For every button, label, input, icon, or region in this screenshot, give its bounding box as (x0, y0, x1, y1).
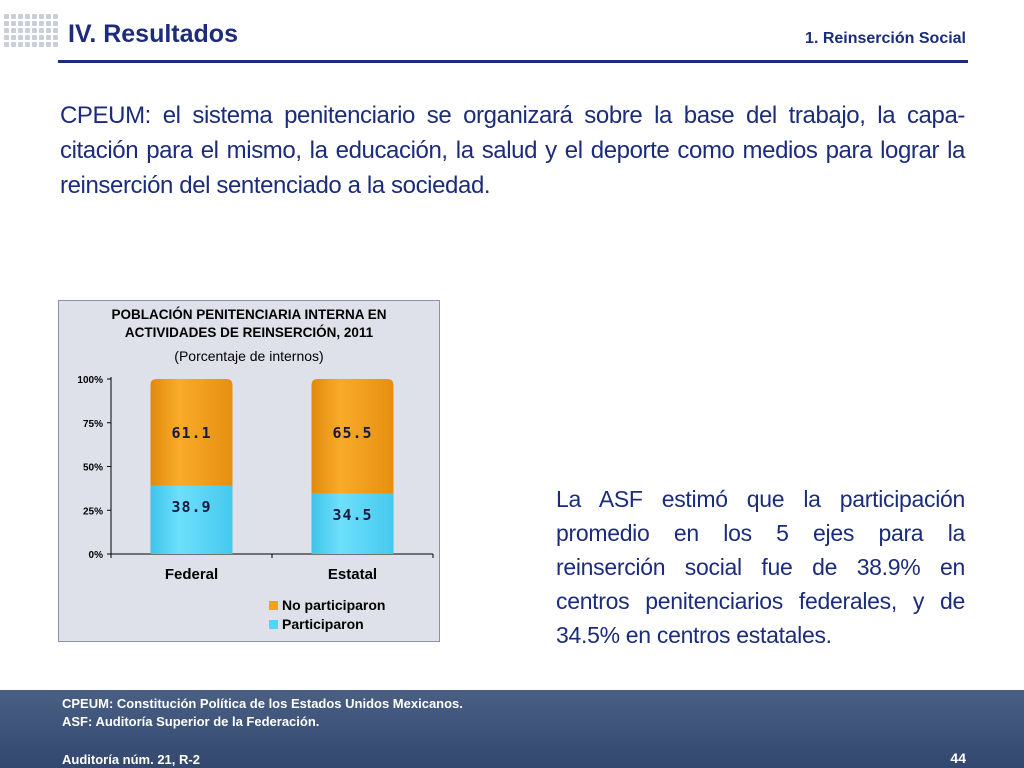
grid-dot (39, 21, 44, 26)
y-tick-label: 50% (82, 462, 103, 474)
grid-dot (18, 35, 23, 40)
footer-definition-cpeum: CPEUM: Constitución Política de los Estados Unidos Mexicanos. (62, 696, 463, 711)
bar-data-label: 34.5 (332, 505, 373, 524)
grid-dot (18, 28, 23, 33)
grid-dot (11, 35, 16, 40)
legend-label: No participaron (282, 597, 386, 613)
grid-dot (39, 14, 44, 19)
grid-dot (11, 42, 16, 47)
grid-dot (25, 14, 30, 19)
legend-item (269, 597, 385, 613)
chart-title-line-2: ACTIVIDADES DE REINSERCIÓN, 2011 (124, 325, 374, 340)
grid-dot (25, 42, 30, 47)
grid-dot (4, 35, 9, 40)
footer-definition-asf: ASF: Auditoría Superior de la Federación. (62, 714, 320, 729)
y-tick-label: 25% (82, 506, 103, 518)
grid-dot (32, 14, 37, 19)
bar-data-label: 38.9 (171, 497, 212, 516)
grid-dot (25, 21, 30, 26)
y-tick-label: 0% (88, 550, 103, 561)
grid-dot (46, 14, 51, 19)
chart-title-line-1: POBLACIÓN PENITENCIARIA INTERNA EN (111, 307, 387, 322)
grid-dot (25, 28, 30, 33)
grid-dot (46, 21, 51, 26)
bar-segment-participaron (151, 486, 233, 554)
grid-dot (46, 28, 51, 33)
grid-dot (39, 42, 44, 47)
grid-dot (53, 35, 58, 40)
grid-dot (4, 14, 9, 19)
bar-data-label: 61.1 (171, 424, 212, 442)
chart-panel (58, 300, 440, 642)
x-category-label: Estatal (327, 566, 378, 583)
grid-dot (32, 28, 37, 33)
y-tick-label: 75% (82, 418, 103, 430)
intro-paragraph: CPEUM: el sistema penitenciario se organizará sobre la base del trabajo, la capa-citación para el mismo, la educación, la salud y el deporte como medios para lograr la reinserción del sentenciado a la sociedad. (60, 102, 965, 199)
legend-swatch (269, 620, 278, 629)
grid-dot (4, 42, 9, 47)
grid-dot (4, 28, 9, 33)
legend-item (269, 616, 364, 632)
y-tick-label: 100% (77, 375, 103, 386)
page-number: 44 (950, 750, 966, 766)
grid-dot (53, 21, 58, 26)
decorative-dot-grid (4, 14, 60, 50)
grid-dot (32, 21, 37, 26)
grid-dot (18, 42, 23, 47)
grid-dot (53, 14, 58, 19)
grid-dot (46, 42, 51, 47)
grid-dot (46, 35, 51, 40)
stacked-bar-chart (59, 301, 439, 641)
page-title: IV. Resultados (68, 20, 238, 48)
grid-dot (18, 14, 23, 19)
grid-dot (4, 21, 9, 26)
grid-dot (53, 42, 58, 47)
section-title: 1. Reinserción Social (805, 30, 966, 47)
grid-dot (53, 28, 58, 33)
note-paragraph: La ASF estimó que la participación promedio en los 5 ejes para la reinserción social fue de 38.9% en centros penitenciarios federales, y de 34.5% en centros estatales. (556, 486, 965, 648)
grid-dot (25, 35, 30, 40)
legend-label: Participaron (282, 616, 364, 632)
grid-dot (32, 42, 37, 47)
grid-dot (11, 28, 16, 33)
grid-dot (11, 21, 16, 26)
grid-dot (39, 35, 44, 40)
bar-segment-participaron (312, 494, 394, 554)
grid-dot (11, 14, 16, 19)
chart-subtitle: (Porcentaje de internos) (174, 348, 324, 364)
legend-swatch (269, 601, 278, 610)
header-divider (58, 60, 968, 63)
footer-audit-number: Auditoría núm. 21, R-2 (62, 752, 200, 767)
grid-dot (32, 35, 37, 40)
grid-dot (39, 28, 44, 33)
x-category-label: Federal (164, 566, 219, 583)
grid-dot (18, 21, 23, 26)
bar-data-label: 65.5 (332, 424, 373, 442)
